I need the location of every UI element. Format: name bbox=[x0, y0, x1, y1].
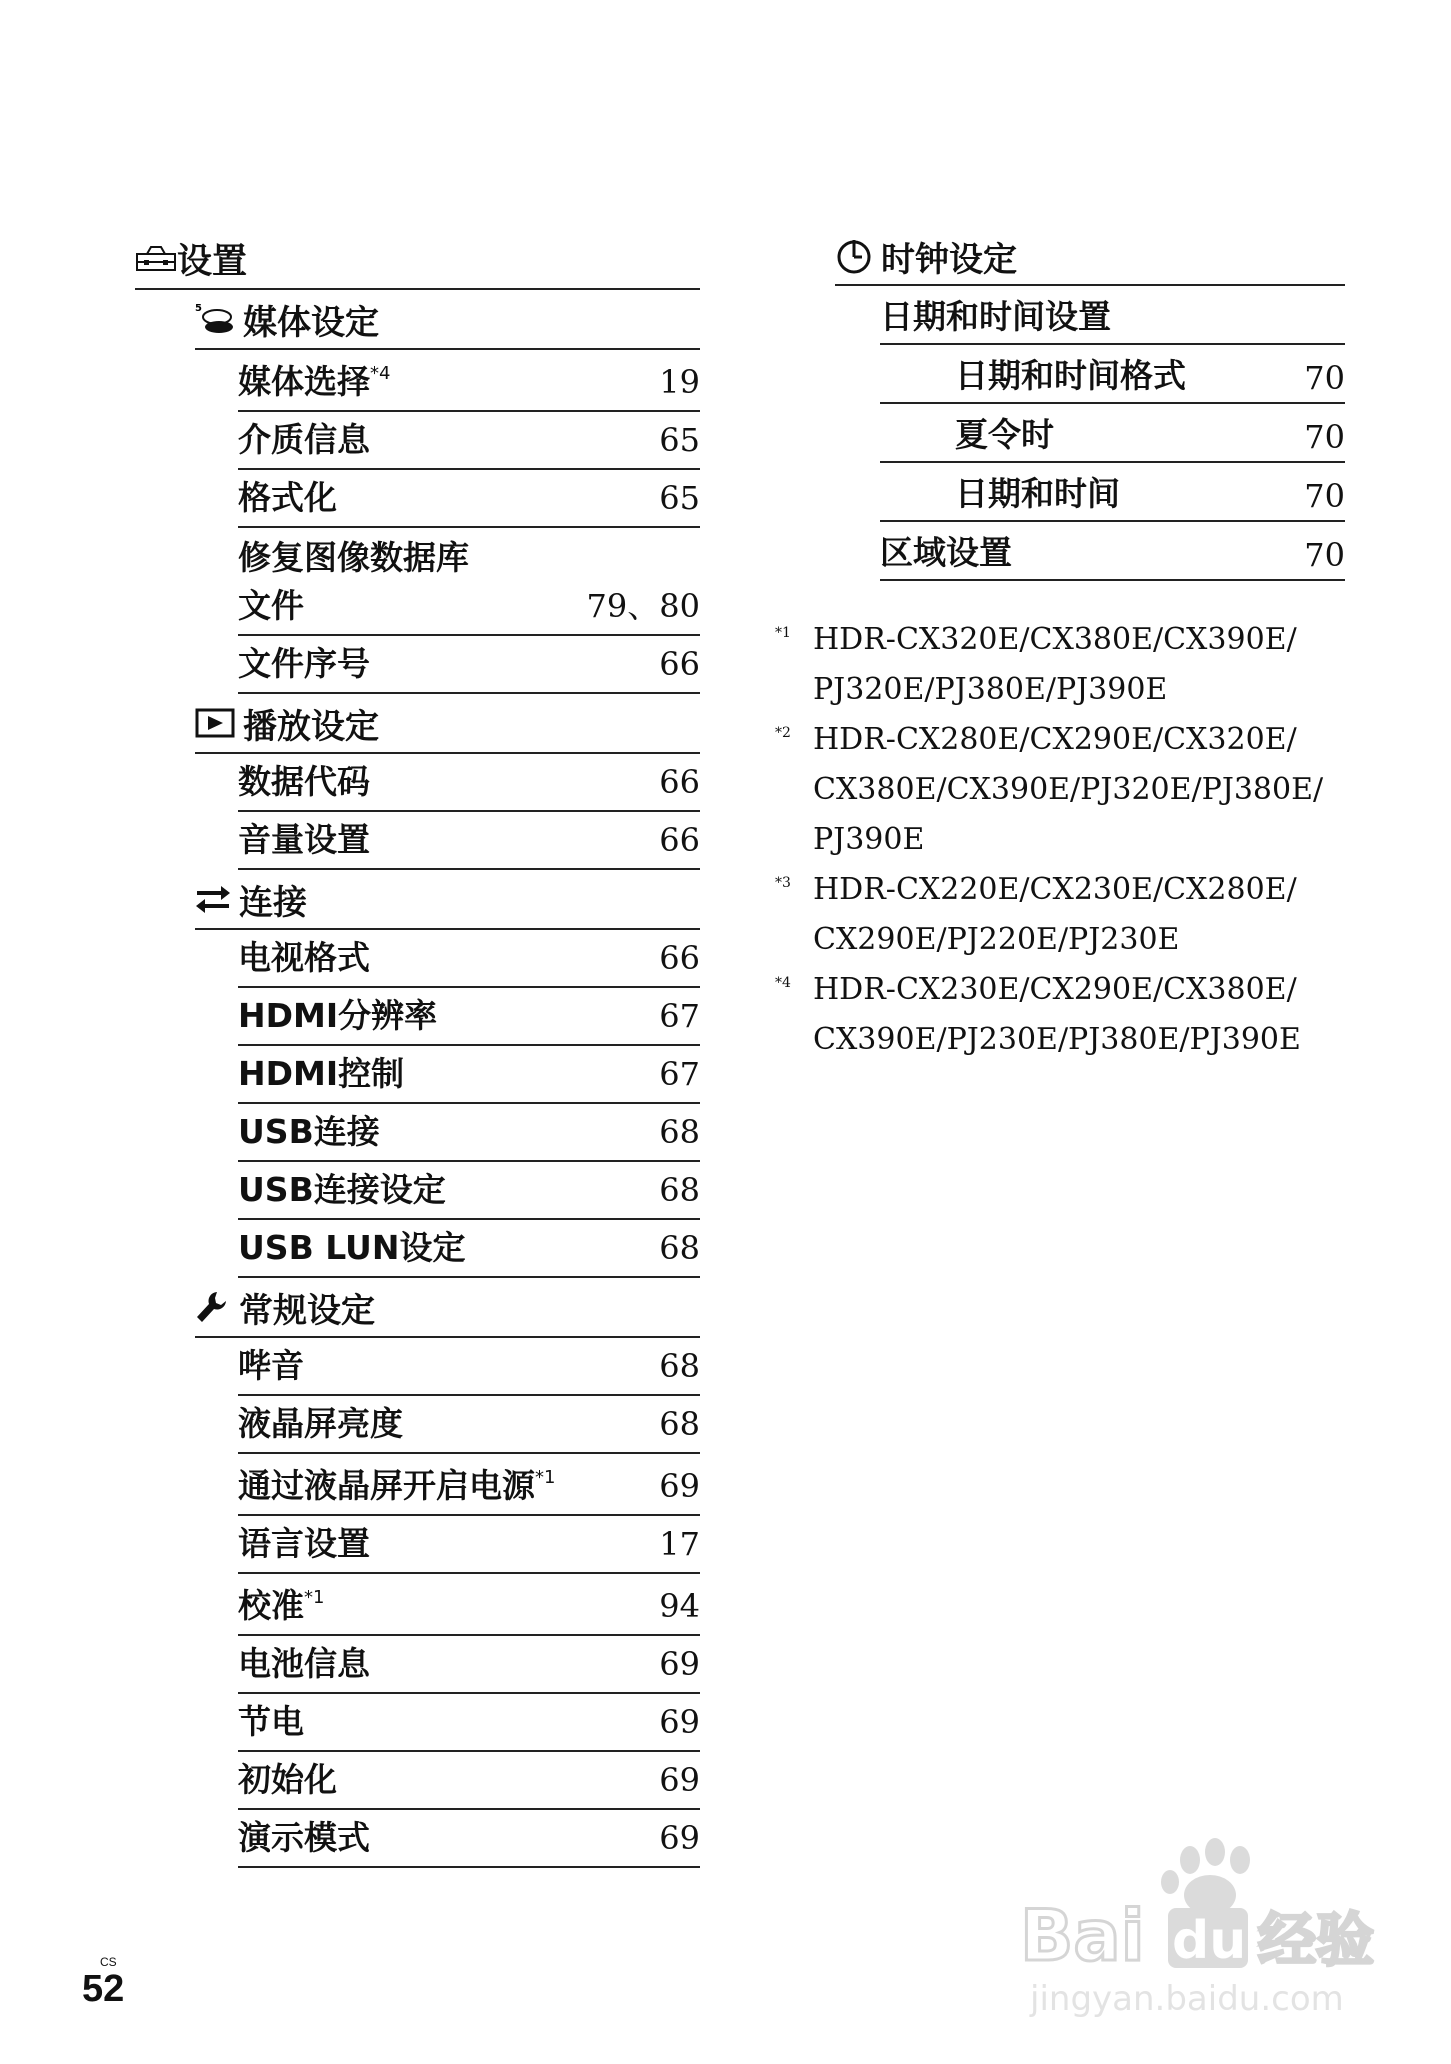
footnote-text: HDR-CX320E/CX380E/CX390E/ PJ320E/PJ380E/PJ390E bbox=[813, 622, 1297, 707]
menu-row-hdmi-control[interactable] bbox=[238, 1046, 700, 1104]
menu-row-usb-connect[interactable] bbox=[238, 1104, 700, 1162]
page-ref: 66 bbox=[659, 645, 700, 683]
svg-text:Bai: Bai bbox=[1020, 1895, 1145, 1977]
clock-title: 时钟设定 bbox=[881, 239, 1017, 280]
menu-row-date-time[interactable] bbox=[880, 463, 1345, 522]
page-ref: 65 bbox=[659, 479, 700, 517]
toolbox-icon bbox=[135, 244, 177, 274]
menu-row-media-info[interactable] bbox=[238, 412, 700, 470]
row-label: 介质信息 bbox=[238, 420, 370, 459]
menu-row-area-setting[interactable] bbox=[880, 522, 1345, 581]
page-ref: 70 bbox=[1304, 536, 1345, 574]
row-label: 液晶屏亮度 bbox=[238, 1404, 403, 1443]
page-ref: 66 bbox=[659, 939, 700, 977]
footnote-mark: *1 bbox=[775, 625, 791, 641]
menu-row-volume[interactable] bbox=[238, 812, 700, 870]
row-label: 文件序号 bbox=[238, 644, 370, 683]
footnote bbox=[775, 865, 1335, 965]
connection-icon bbox=[195, 883, 231, 915]
page-ref: 67 bbox=[659, 997, 700, 1035]
footnote-ref: *4 bbox=[370, 363, 391, 384]
row-label: 校准 bbox=[238, 1586, 304, 1625]
menu-row-calibration[interactable] bbox=[238, 1574, 700, 1636]
row-label: 哔音 bbox=[238, 1346, 304, 1385]
page-ref: 70 bbox=[1304, 359, 1345, 397]
menu-row-lcd-bright[interactable] bbox=[238, 1396, 700, 1454]
footnote-mark: *2 bbox=[775, 725, 791, 741]
section-title: 播放设定 bbox=[243, 706, 379, 747]
page-ref: 70 bbox=[1304, 477, 1345, 515]
page-ref: 19 bbox=[659, 363, 700, 401]
section-heading-general bbox=[195, 1278, 700, 1338]
section-heading-media bbox=[195, 290, 700, 350]
svg-text:经验: 经验 bbox=[1258, 1906, 1375, 1974]
row-label-line2: 文件 bbox=[238, 586, 304, 625]
playback-settings-icon bbox=[195, 707, 235, 739]
menu-row-power-save[interactable] bbox=[238, 1694, 700, 1752]
row-label: 日期和时间 bbox=[955, 474, 1120, 513]
menu-row-initialize[interactable] bbox=[238, 1752, 700, 1810]
row-label: 夏令时 bbox=[955, 415, 1054, 454]
footnote-text: HDR-CX280E/CX290E/CX320E/ CX380E/CX390E/PJ320E/PJ380E/ PJ390E bbox=[813, 722, 1324, 857]
page-ref: 70 bbox=[1304, 418, 1345, 456]
menu-row-usb-connect-setting[interactable] bbox=[238, 1162, 700, 1220]
page-ref: 68 bbox=[659, 1347, 700, 1385]
menu-row-format[interactable] bbox=[238, 470, 700, 528]
footnote-text: HDR-CX230E/CX290E/CX380E/ CX390E/PJ230E/PJ380E/PJ390E bbox=[813, 972, 1301, 1057]
settings-heading bbox=[135, 230, 700, 290]
clock-icon bbox=[835, 237, 873, 275]
footnote bbox=[775, 715, 1335, 865]
footnote bbox=[775, 965, 1335, 1065]
row-label: 演示模式 bbox=[238, 1818, 370, 1857]
row-label: 通过液晶屏开启电源 bbox=[238, 1466, 535, 1505]
row-label: 语言设置 bbox=[238, 1524, 370, 1563]
row-label: 电视格式 bbox=[238, 938, 370, 977]
row-label: USB LUN设定 bbox=[238, 1228, 466, 1267]
page-ref: 69 bbox=[659, 1645, 700, 1683]
wrench-icon bbox=[195, 1290, 231, 1324]
menu-row-summer-time[interactable] bbox=[880, 404, 1345, 463]
menu-row-file-number[interactable] bbox=[238, 636, 700, 694]
page-ref: 17 bbox=[659, 1525, 700, 1563]
row-label: 格式化 bbox=[238, 478, 337, 517]
menu-row-power-on-lcd[interactable] bbox=[238, 1454, 700, 1516]
page-ref: 65 bbox=[659, 421, 700, 459]
page-ref: 66 bbox=[659, 821, 700, 859]
page-ref: 69 bbox=[659, 1467, 700, 1505]
clock-settings-column bbox=[835, 228, 1345, 581]
row-label: 日期和时间格式 bbox=[955, 356, 1186, 395]
row-label: HDMI分辨率 bbox=[238, 996, 438, 1035]
svg-text:5: 5 bbox=[195, 303, 202, 314]
footnotes bbox=[775, 615, 1335, 1065]
clock-heading bbox=[835, 228, 1345, 286]
page-ref: 94 bbox=[659, 1587, 700, 1625]
section-heading-connection bbox=[195, 870, 700, 930]
section-title: 连接 bbox=[239, 882, 307, 923]
page-ref: 68 bbox=[659, 1229, 700, 1267]
row-label: USB连接设定 bbox=[238, 1170, 446, 1209]
section-title: 常规设定 bbox=[239, 1290, 375, 1331]
page-number: 52 bbox=[82, 1968, 125, 2010]
page-ref: 68 bbox=[659, 1405, 700, 1443]
menu-row-data-code[interactable] bbox=[238, 754, 700, 812]
menu-row-tv-type[interactable] bbox=[238, 930, 700, 988]
menu-row-battery-info[interactable] bbox=[238, 1636, 700, 1694]
row-label: 媒体选择 bbox=[238, 362, 370, 401]
menu-row-language[interactable] bbox=[238, 1516, 700, 1574]
row-label: 电池信息 bbox=[238, 1644, 370, 1683]
footnote-ref: *1 bbox=[535, 1467, 556, 1488]
svg-text:du: du bbox=[1172, 1911, 1247, 1971]
menu-row-media-select[interactable] bbox=[238, 350, 700, 412]
footnote-ref: *1 bbox=[304, 1587, 325, 1608]
footnote-text: HDR-CX220E/CX230E/CX280E/ CX290E/PJ220E/PJ230E bbox=[813, 872, 1297, 957]
page-ref: 68 bbox=[659, 1171, 700, 1209]
page-ref: 69 bbox=[659, 1703, 700, 1741]
footnote bbox=[775, 615, 1335, 715]
row-label: 音量设置 bbox=[238, 820, 370, 859]
page-ref: 67 bbox=[659, 1055, 700, 1093]
settings-column bbox=[135, 230, 700, 1868]
footnote-mark: *3 bbox=[775, 875, 791, 891]
menu-row-beep[interactable] bbox=[238, 1338, 700, 1396]
menu-row-hdmi-resolution[interactable] bbox=[238, 988, 700, 1046]
footnote-mark: *4 bbox=[775, 975, 791, 991]
row-label: 节电 bbox=[238, 1702, 304, 1741]
page-ref: 69 bbox=[659, 1761, 700, 1799]
page-language-code: CS bbox=[100, 1955, 117, 1969]
page-ref: 79、80 bbox=[586, 587, 700, 625]
menu-row-repair-db[interactable] bbox=[238, 528, 700, 636]
row-label: 修复图像数据库 bbox=[238, 538, 469, 577]
page-ref: 68 bbox=[659, 1113, 700, 1151]
section-heading-playback bbox=[195, 694, 700, 754]
media-settings-icon bbox=[195, 301, 235, 337]
page-ref: 69 bbox=[659, 1819, 700, 1857]
row-label: 数据代码 bbox=[238, 762, 370, 801]
menu-row-date-time-format[interactable] bbox=[880, 345, 1345, 404]
row-label: 日期和时间设置 bbox=[880, 297, 1111, 336]
section-title: 媒体设定 bbox=[243, 302, 379, 343]
row-label: USB连接 bbox=[238, 1112, 380, 1151]
row-label: 初始化 bbox=[238, 1760, 337, 1799]
baidu-watermark-logo bbox=[1020, 1830, 1410, 2020]
settings-title: 设置 bbox=[177, 242, 248, 282]
page-ref: 66 bbox=[659, 763, 700, 801]
menu-row-demo-mode[interactable] bbox=[238, 1810, 700, 1868]
menu-row-date-time-setting[interactable] bbox=[880, 286, 1345, 345]
menu-row-usb-lun[interactable] bbox=[238, 1220, 700, 1278]
svg-text:jingyan.baidu.com: jingyan.baidu.com bbox=[1030, 1979, 1344, 2019]
row-label: HDMI控制 bbox=[238, 1054, 405, 1093]
row-label: 区域设置 bbox=[880, 533, 1012, 572]
